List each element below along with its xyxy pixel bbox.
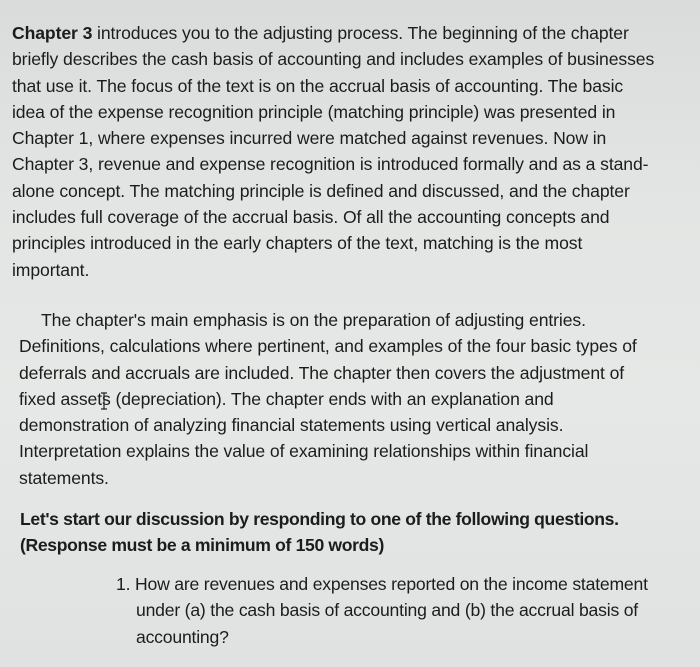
intro-line: principles introduced in the early chapters of the text, matching is the most [12, 233, 583, 254]
emphasis-line: fixed assets (depreciation). The chapter ends with an explanation and [19, 388, 554, 409]
intro-line: Chapter 3 introduces you to the adjusting process. The beginning of the chapter [12, 23, 629, 43]
intro-line: that use it. The focus of the text is on the accrual basis of accounting. The basic [12, 75, 624, 96]
question-number: 1. [116, 574, 131, 594]
question-line: 1. How are revenues and expenses reported on the income statement [116, 574, 648, 594]
intro-paragraph [12, 20, 654, 283]
intro-line: important. [12, 259, 90, 280]
intro-line: includes full coverage of the accrual basis. Of all the accounting concepts and [12, 207, 610, 228]
prompt-line: Let's start our discussion by responding to one of the following questions. [20, 509, 619, 529]
question-item [116, 571, 648, 650]
intro-line: Chapter 1, where expenses incurred were matched against revenues. Now in [12, 128, 607, 149]
emphasis-line: demonstration of analyzing financial statements using vertical analysis. [19, 415, 564, 436]
chapter-title-bold: Chapter 3 [12, 23, 93, 43]
question-line: under (a) the cash basis of accounting and (b) the accrual basis of [136, 600, 638, 621]
emphasis-line: Interpretation explains the value of examining relationships within financial [19, 441, 589, 462]
intro-line: idea of the expense recognition principle (matching principle) was presented in [12, 101, 616, 122]
emphasis-line: deferrals and accruals are included. The chapter then covers the adjustment of [19, 362, 625, 383]
emphasis-line: Definitions, calculations where pertinent, and examples of the four basic types of [19, 336, 637, 357]
emphasis-line: statements. [19, 467, 109, 488]
emphasis-paragraph [19, 307, 637, 491]
question-line: accounting? [136, 626, 229, 647]
discussion-prompt [20, 506, 619, 559]
prompt-line: (Response must be a minimum of 150 words) [20, 535, 384, 556]
intro-line: briefly describes the cash basis of accounting and includes examples of businesses [12, 49, 655, 70]
emphasis-line: The chapter's main emphasis is on the preparation of adjusting entries. [41, 310, 586, 330]
intro-line: Chapter 3, revenue and expense recognition is introduced formally and as a stand- [12, 154, 649, 175]
intro-line: alone concept. The matching principle is defined and discussed, and the chapter [12, 180, 630, 201]
